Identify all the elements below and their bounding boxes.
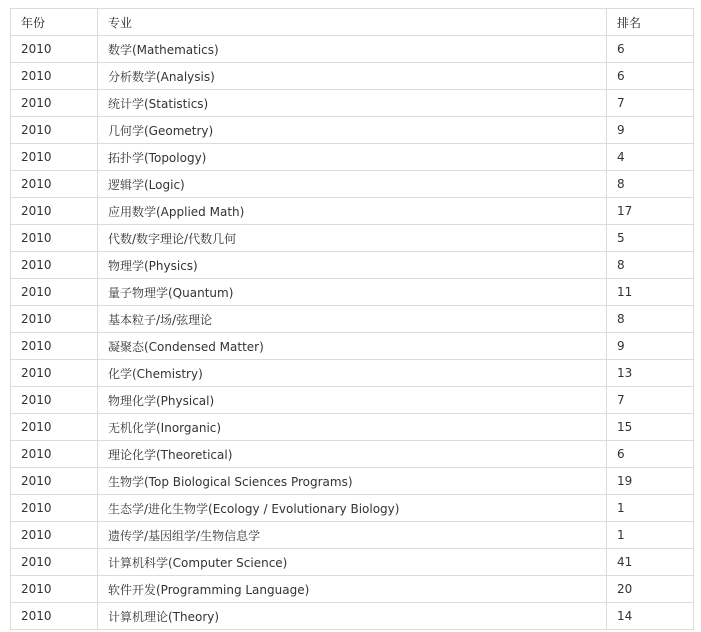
cell-year: 2010 xyxy=(11,603,98,630)
cell-major: 无机化学(Inorganic) xyxy=(98,414,607,441)
cell-major: 计算机理论(Theory) xyxy=(98,603,607,630)
cell-major: 计算机科学(Computer Science) xyxy=(98,549,607,576)
cell-major: 生物学(Top Biological Sciences Programs) xyxy=(98,468,607,495)
table-row xyxy=(11,360,694,387)
cell-major: 基本粒子/场/弦理论 xyxy=(98,306,607,333)
cell-year: 2010 xyxy=(11,333,98,360)
cell-rank: 7 xyxy=(607,387,694,414)
table-row xyxy=(11,90,694,117)
cell-rank: 1 xyxy=(607,495,694,522)
cell-major: 拓扑学(Topology) xyxy=(98,144,607,171)
cell-major: 统计学(Statistics) xyxy=(98,90,607,117)
cell-major: 数学(Mathematics) xyxy=(98,36,607,63)
cell-year: 2010 xyxy=(11,144,98,171)
cell-major: 代数/数字理论/代数几何 xyxy=(98,225,607,252)
cell-major: 物理化学(Physical) xyxy=(98,387,607,414)
table-row xyxy=(11,36,694,63)
cell-rank: 9 xyxy=(607,333,694,360)
table-row xyxy=(11,468,694,495)
cell-rank: 19 xyxy=(607,468,694,495)
header-rank: 排名 xyxy=(607,9,694,36)
cell-rank: 6 xyxy=(607,441,694,468)
cell-rank: 6 xyxy=(607,36,694,63)
cell-rank: 1 xyxy=(607,522,694,549)
cell-year: 2010 xyxy=(11,576,98,603)
cell-major: 量子物理学(Quantum) xyxy=(98,279,607,306)
table-row xyxy=(11,144,694,171)
cell-year: 2010 xyxy=(11,441,98,468)
cell-rank: 41 xyxy=(607,549,694,576)
table-row xyxy=(11,576,694,603)
cell-rank: 15 xyxy=(607,414,694,441)
cell-rank: 6 xyxy=(607,63,694,90)
cell-major: 遗传学/基因组学/生物信息学 xyxy=(98,522,607,549)
cell-rank: 9 xyxy=(607,117,694,144)
cell-rank: 11 xyxy=(607,279,694,306)
cell-rank: 8 xyxy=(607,171,694,198)
cell-major: 理论化学(Theoretical) xyxy=(98,441,607,468)
table-row xyxy=(11,495,694,522)
cell-rank: 13 xyxy=(607,360,694,387)
table-row xyxy=(11,387,694,414)
ranking-table-container xyxy=(10,8,694,630)
cell-rank: 8 xyxy=(607,306,694,333)
cell-major: 分析数学(Analysis) xyxy=(98,63,607,90)
cell-major: 凝聚态(Condensed Matter) xyxy=(98,333,607,360)
table-row xyxy=(11,441,694,468)
table-row xyxy=(11,603,694,630)
cell-rank: 20 xyxy=(607,576,694,603)
table-row xyxy=(11,198,694,225)
table-row xyxy=(11,252,694,279)
cell-year: 2010 xyxy=(11,225,98,252)
cell-year: 2010 xyxy=(11,198,98,225)
ranking-table xyxy=(10,8,694,630)
cell-major: 逻辑学(Logic) xyxy=(98,171,607,198)
table-row xyxy=(11,414,694,441)
cell-major: 应用数学(Applied Math) xyxy=(98,198,607,225)
table-row xyxy=(11,225,694,252)
table-header-row xyxy=(11,9,694,36)
cell-rank: 5 xyxy=(607,225,694,252)
cell-year: 2010 xyxy=(11,414,98,441)
cell-year: 2010 xyxy=(11,252,98,279)
cell-year: 2010 xyxy=(11,495,98,522)
cell-major: 化学(Chemistry) xyxy=(98,360,607,387)
cell-rank: 14 xyxy=(607,603,694,630)
table-row xyxy=(11,306,694,333)
table-row xyxy=(11,333,694,360)
cell-major: 物理学(Physics) xyxy=(98,252,607,279)
table-body xyxy=(11,36,694,630)
header-year: 年份 xyxy=(11,9,98,36)
cell-year: 2010 xyxy=(11,90,98,117)
cell-year: 2010 xyxy=(11,468,98,495)
cell-year: 2010 xyxy=(11,36,98,63)
header-major: 专业 xyxy=(98,9,607,36)
cell-year: 2010 xyxy=(11,522,98,549)
cell-year: 2010 xyxy=(11,306,98,333)
cell-year: 2010 xyxy=(11,360,98,387)
cell-rank: 17 xyxy=(607,198,694,225)
table-row xyxy=(11,171,694,198)
cell-year: 2010 xyxy=(11,279,98,306)
cell-major: 生态学/进化生物学(Ecology / Evolutionary Biology) xyxy=(98,495,607,522)
cell-major: 软件开发(Programming Language) xyxy=(98,576,607,603)
cell-rank: 8 xyxy=(607,252,694,279)
table-row xyxy=(11,63,694,90)
table-row xyxy=(11,117,694,144)
cell-year: 2010 xyxy=(11,117,98,144)
table-row xyxy=(11,549,694,576)
cell-year: 2010 xyxy=(11,171,98,198)
cell-major: 几何学(Geometry) xyxy=(98,117,607,144)
table-row xyxy=(11,279,694,306)
cell-year: 2010 xyxy=(11,387,98,414)
cell-rank: 7 xyxy=(607,90,694,117)
cell-year: 2010 xyxy=(11,549,98,576)
cell-year: 2010 xyxy=(11,63,98,90)
cell-rank: 4 xyxy=(607,144,694,171)
table-row xyxy=(11,522,694,549)
